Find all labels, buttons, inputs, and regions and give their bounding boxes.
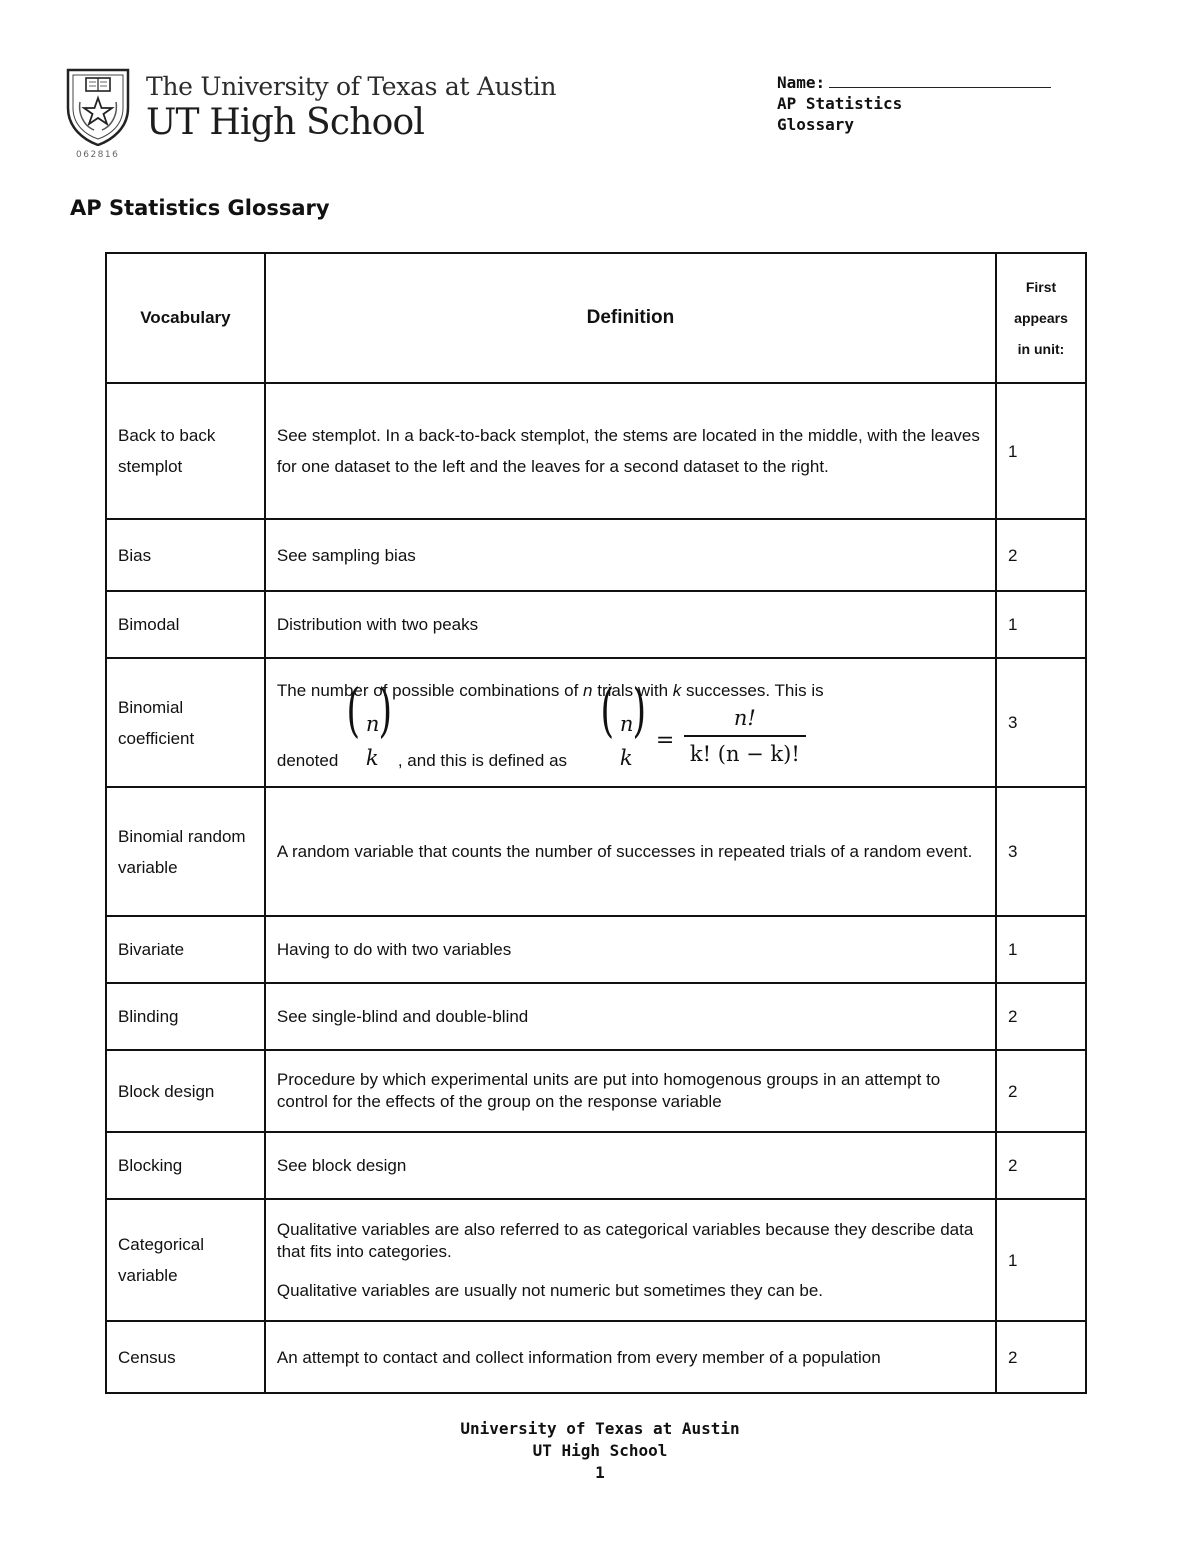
term-cell: Block design bbox=[106, 1050, 265, 1132]
definition-paragraph-1: Qualitative variables are also referred to as categorical variables because they describe data that fits into categories. bbox=[276, 1219, 974, 1261]
unit-cell: 2 bbox=[996, 983, 1086, 1050]
definition-paragraph-2: Qualitative variables are usually not numeric but sometimes they can be. bbox=[276, 1280, 824, 1300]
shield-icon bbox=[66, 68, 130, 146]
header-unit-line3: in unit: bbox=[1017, 340, 1065, 357]
definition-cell: See block design bbox=[265, 1132, 996, 1199]
ut-logo bbox=[66, 68, 557, 163]
footer-school: UT High School bbox=[532, 1441, 668, 1460]
term-cell: Bivariate bbox=[106, 916, 265, 983]
name-block bbox=[777, 72, 1051, 135]
unit-cell: 3 bbox=[996, 787, 1086, 916]
table-row bbox=[106, 1050, 1086, 1132]
header-vocabulary: Vocabulary bbox=[106, 253, 265, 383]
table-row bbox=[106, 519, 1086, 591]
logo-university-name: The University of Texas at Austin bbox=[146, 72, 557, 101]
term-cell: Bias bbox=[106, 519, 265, 591]
header-unit-line1: First bbox=[1025, 278, 1057, 295]
definition-cell: See sampling bias bbox=[265, 519, 996, 591]
logo-code: 062816 bbox=[76, 150, 120, 160]
definition-cell: See stemplot. In a back-to-back stemplot, the stems are located in the middle, with the leaves for one dataset to the left and the leaves for a second dataset to the right. bbox=[265, 383, 996, 519]
definition-cell bbox=[265, 1199, 996, 1321]
definition-cell: Having to do with two variables bbox=[265, 916, 996, 983]
page-number: 1 bbox=[595, 1463, 605, 1482]
defined-as-text: , and this is defined as bbox=[397, 751, 568, 770]
definition-cell: Distribution with two peaks bbox=[265, 591, 996, 658]
header-first-appears bbox=[996, 253, 1086, 383]
table-row bbox=[106, 787, 1086, 916]
term-cell: Categorical variable bbox=[106, 1199, 265, 1321]
definition-cell: See single-blind and double-blind bbox=[265, 983, 996, 1050]
definition-cell: A random variable that counts the number of successes in repeated trials of a random event. bbox=[265, 787, 996, 916]
unit-cell: 2 bbox=[996, 1050, 1086, 1132]
unit-cell: 2 bbox=[996, 1132, 1086, 1199]
table-row bbox=[106, 916, 1086, 983]
unit-cell: 1 bbox=[996, 1199, 1086, 1321]
unit-cell: 1 bbox=[996, 383, 1086, 519]
course-subtitle-line1: AP Statistics bbox=[777, 94, 903, 113]
unit-cell: 2 bbox=[996, 519, 1086, 591]
term-cell: Binomial coefficient bbox=[106, 658, 265, 787]
name-label: Name: bbox=[777, 73, 826, 92]
term-cell: Blinding bbox=[106, 983, 265, 1050]
fraction-denominator: k! (n − k)! bbox=[689, 742, 800, 766]
term-cell: Blocking bbox=[106, 1132, 265, 1199]
logo-school-name: UT High School bbox=[146, 102, 425, 143]
table-row bbox=[106, 1199, 1086, 1321]
equals-sign: = bbox=[655, 728, 675, 753]
course-subtitle-line2: Glossary bbox=[777, 115, 855, 134]
definition-cell: Procedure by which experimental units are put into homogenous groups in an attempt to control for the effects of the group on the response variable bbox=[265, 1050, 996, 1132]
table-row bbox=[106, 1321, 1086, 1393]
document-title: AP Statistics Glossary bbox=[70, 196, 330, 220]
table-row bbox=[106, 591, 1086, 658]
unit-cell: 1 bbox=[996, 591, 1086, 658]
definition-cell: An attempt to contact and collect information from every member of a population bbox=[265, 1321, 996, 1393]
table-row bbox=[106, 383, 1086, 519]
term-cell: Back to back stemplot bbox=[106, 383, 265, 519]
name-field-line[interactable] bbox=[829, 73, 1051, 88]
term-cell: Bimodal bbox=[106, 591, 265, 658]
unit-cell: 1 bbox=[996, 916, 1086, 983]
fraction-bar bbox=[684, 735, 806, 737]
unit-cell: 3 bbox=[996, 658, 1086, 787]
table-row bbox=[106, 1132, 1086, 1199]
table-header-row bbox=[106, 253, 1086, 383]
unit-cell: 2 bbox=[996, 1321, 1086, 1393]
term-cell: Census bbox=[106, 1321, 265, 1393]
glossary-table bbox=[105, 252, 1087, 1394]
definition-cell: The number of possible combinations of n trials with k successes. This is denoted ( n k ) , and this is defined as ( n k ) = n! k! (n − k)! bbox=[265, 658, 996, 787]
term-cell: Binomial random variable bbox=[106, 787, 265, 916]
denoted-text: denoted bbox=[276, 751, 339, 770]
table-row bbox=[106, 983, 1086, 1050]
table-row bbox=[106, 658, 1086, 787]
binomial-definition-text: The number of possible combinations of n trials with k successes. This is bbox=[276, 681, 824, 700]
page-footer bbox=[0, 1418, 1200, 1484]
header-unit-line2: appears bbox=[1014, 309, 1068, 326]
header-definition: Definition bbox=[265, 253, 996, 383]
footer-university: University of Texas at Austin bbox=[460, 1419, 740, 1438]
fraction-numerator: n! bbox=[733, 706, 756, 730]
